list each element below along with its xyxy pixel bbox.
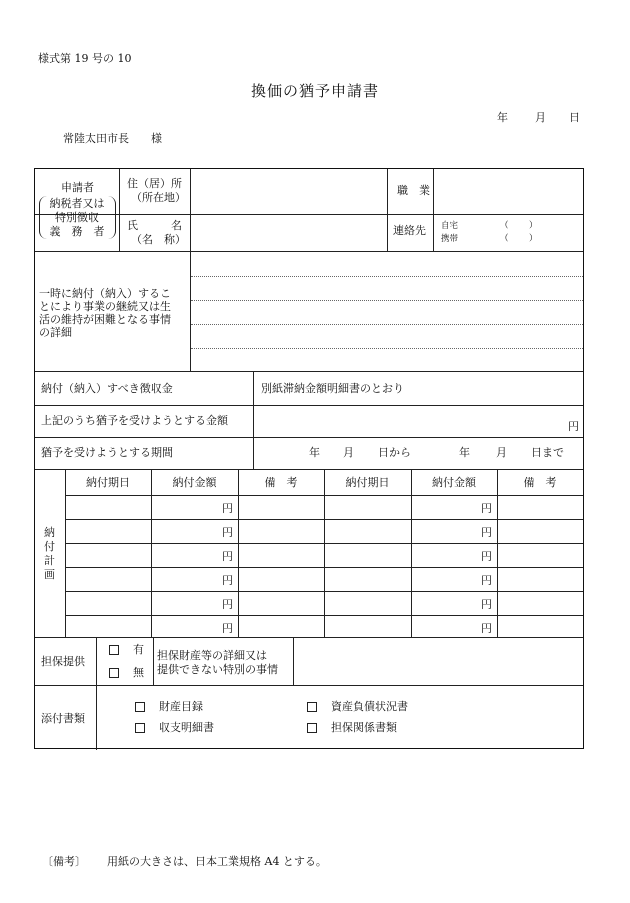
plan-yen-mark: 円: [481, 502, 492, 515]
rule: [433, 169, 434, 251]
footnote-text: 用紙の大きさは、日本工業規格 A4 とする。: [107, 855, 327, 868]
plan-side-label-char: 計: [44, 554, 55, 567]
collateral-yes-option[interactable]: [109, 643, 144, 657]
period-label: 猶予を受けようとする期間: [41, 446, 173, 459]
footnote-label: 〔備考〕: [42, 855, 86, 868]
plan-header-amount-1: 納付金額: [172, 476, 217, 489]
plan-header-remarks-1: 備 考: [264, 476, 298, 489]
attachment-item[interactable]: [307, 721, 397, 735]
address-label: 住（居）所: [127, 177, 182, 190]
rule: [35, 685, 583, 686]
date-day-label: 日: [569, 111, 580, 124]
plan-yen-mark: 円: [222, 550, 233, 563]
plan-yen-mark: 円: [481, 526, 492, 539]
rule: [293, 637, 294, 685]
rule: [253, 371, 254, 469]
rule: [35, 371, 583, 372]
dotted-line: [191, 276, 583, 277]
footnote: [42, 853, 327, 869]
plan-side-label-char: 納: [44, 526, 55, 539]
applicant-role-label: 申請者: [61, 181, 94, 194]
attachment-item[interactable]: [135, 700, 203, 714]
payable-label: 納付（納入）すべき徴収金: [41, 382, 173, 395]
rule: [35, 637, 583, 638]
plan-side-label-char: 画: [44, 568, 55, 581]
rule: [35, 251, 583, 252]
period-from-month: 月: [343, 446, 354, 459]
collateral-no-option[interactable]: [109, 666, 144, 680]
collateral-no-label: 無: [133, 666, 144, 679]
attachment-item[interactable]: [135, 721, 214, 735]
rule: [65, 519, 583, 520]
rule: [35, 405, 583, 406]
name-label: 氏 名: [127, 219, 182, 232]
rule: [65, 567, 583, 568]
role-sub-3: 義 務 者: [49, 225, 105, 238]
date-year-label: 年: [497, 111, 508, 124]
mobile-phone-label: 携帯: [441, 234, 459, 244]
paren-close: ）: [529, 234, 538, 244]
application-form-table: [34, 168, 584, 749]
plan-header-remarks-2: 備 考: [523, 476, 557, 489]
attachment-item-label: 収支明細書: [159, 721, 214, 734]
deferral-amount-yen: 円: [568, 420, 579, 433]
checkbox[interactable]: [135, 702, 145, 712]
addressee: 常陸太田市長 様: [63, 132, 162, 145]
role-sub-2: 特別徴収: [55, 211, 99, 224]
rule: [65, 591, 583, 592]
paren-open: （: [500, 234, 509, 244]
checkbox[interactable]: [135, 723, 145, 733]
collateral-details-label-1: 担保財産等の詳細又は: [157, 649, 267, 662]
rule: [65, 495, 583, 496]
rule: [35, 214, 583, 215]
payable-value: 別紙滞納金額明細書のとおり: [261, 382, 404, 395]
rule: [65, 543, 583, 544]
name-sub-label: （名 称）: [131, 233, 186, 246]
form-number: 様式第 19 号の 10: [38, 52, 132, 65]
plan-side-label-char: 付: [44, 540, 55, 553]
attachment-item-label: 資産負債状況書: [331, 700, 408, 713]
period-to-day: 日まで: [531, 446, 564, 459]
plan-yen-mark: 円: [481, 622, 492, 635]
period-from-day: 日から: [378, 446, 411, 459]
plan-header-date-1: 納付期日: [86, 476, 130, 489]
rule: [387, 169, 388, 251]
dotted-line: [191, 324, 583, 325]
period-to-month: 月: [496, 446, 507, 459]
collateral-label: 担保提供: [41, 655, 85, 668]
rule: [153, 637, 154, 685]
plan-yen-mark: 円: [222, 622, 233, 635]
attachment-item-label: 財産目録: [159, 700, 203, 713]
plan-yen-mark: 円: [222, 574, 233, 587]
hardship-label-2: とにより事業の継続又は生: [39, 300, 171, 313]
rule: [35, 469, 583, 470]
document-title: 換価の猶予申請書: [250, 82, 379, 100]
rule: [190, 169, 191, 371]
rule: [96, 637, 97, 750]
home-phone-label: 自宅: [441, 221, 459, 231]
plan-header-date-2: 納付期日: [345, 476, 390, 489]
rule: [65, 615, 583, 616]
plan-yen-mark: 円: [481, 598, 492, 611]
paren-open: （: [500, 221, 509, 231]
dotted-line: [191, 348, 583, 349]
dotted-line: [191, 300, 583, 301]
attachments-label: 添付書類: [41, 712, 85, 725]
contact-label: 連絡先: [393, 224, 426, 237]
attachment-item[interactable]: [307, 700, 408, 714]
address-sub-label: （所在地）: [131, 191, 186, 204]
plan-yen-mark: 円: [481, 574, 492, 587]
paren-close: ）: [529, 221, 538, 231]
collateral-yes-label: 有: [133, 643, 144, 656]
plan-yen-mark: 円: [222, 598, 233, 611]
plan-header-amount-2: 納付金額: [432, 476, 476, 489]
plan-yen-mark: 円: [481, 550, 492, 563]
collateral-details-label-2: 提供できない特別の事情: [157, 663, 278, 676]
date-month-label: 月: [535, 111, 546, 124]
checkbox[interactable]: [307, 702, 317, 712]
deferral-amount-label: 上記のうち猶予を受けようとする金額: [41, 414, 228, 427]
period-from-year: 年: [309, 446, 320, 459]
checkbox[interactable]: [109, 668, 119, 678]
rule: [119, 169, 120, 251]
hardship-label-4: の詳細: [39, 326, 72, 339]
attachment-item-label: 担保関係書類: [331, 721, 397, 734]
checkbox[interactable]: [307, 723, 317, 733]
plan-yen-mark: 円: [222, 502, 233, 515]
plan-yen-mark: 円: [222, 526, 233, 539]
checkbox[interactable]: [109, 645, 119, 655]
occupation-label: 職 業: [397, 184, 430, 197]
role-sub-1: 納税者又は: [49, 197, 105, 210]
hardship-label-1: 一時に納付（納入）するこ: [39, 287, 171, 300]
hardship-label-3: 活の維持が困難となる事情: [39, 313, 171, 326]
period-to-year: 年: [459, 446, 470, 459]
rule: [35, 437, 583, 438]
